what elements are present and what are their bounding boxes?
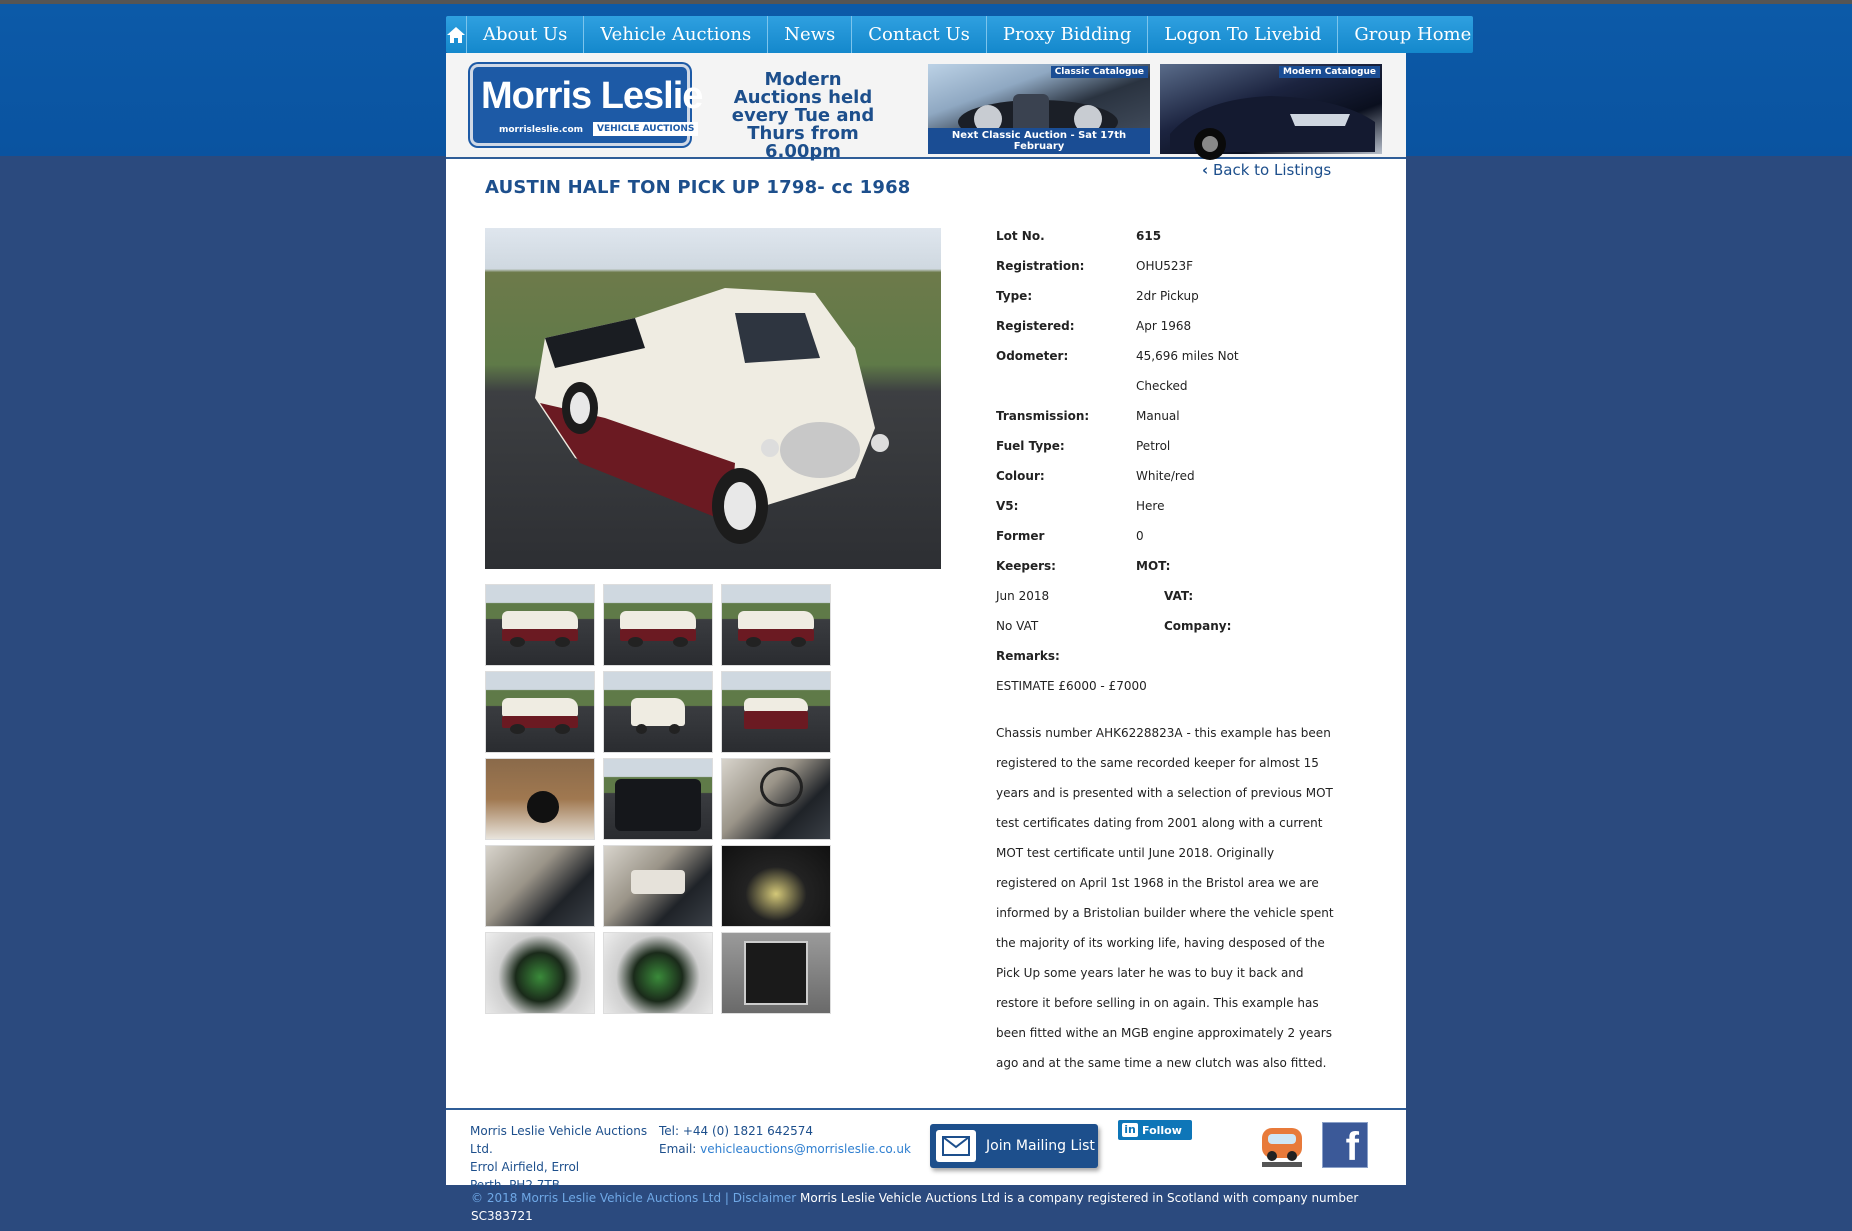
footer-email-label: Email: — [659, 1142, 697, 1156]
footer-contact — [659, 1122, 929, 1158]
remarks-label: Remarks: — [996, 649, 1060, 663]
nav-about-us[interactable]: About Us — [467, 16, 584, 53]
spec-label: Type: — [996, 289, 1033, 303]
spec-value: Checked — [1136, 379, 1188, 393]
spec-row — [996, 401, 1336, 431]
footer-email-link[interactable]: vehicleauctions@morrisleslie.co.uk — [700, 1142, 911, 1156]
spec-value: Here — [1136, 499, 1165, 513]
spec-row — [996, 641, 1336, 671]
spec-row — [996, 251, 1336, 281]
main-nav — [446, 16, 1473, 53]
site-header — [446, 53, 1406, 162]
spec-row — [996, 551, 1336, 581]
join-mailing-list-button[interactable] — [930, 1124, 1098, 1168]
modern-catalogue-label: Modern Catalogue — [1279, 66, 1380, 78]
thumbnail[interactable] — [603, 758, 713, 840]
spec-row — [996, 311, 1336, 341]
spec-label: Registration: — [996, 259, 1085, 273]
nav-contact-us[interactable]: Contact Us — [852, 16, 987, 53]
thumbnail[interactable] — [721, 584, 831, 666]
thumbnail[interactable] — [485, 584, 595, 666]
spec-label: Colour: — [996, 469, 1045, 483]
address-line: Errol Airfield, Errol — [470, 1160, 580, 1174]
page-container — [446, 53, 1406, 1192]
pickup-truck-image — [485, 228, 941, 569]
footer-address — [470, 1122, 660, 1194]
address-line: Morris Leslie Vehicle Auctions Ltd. — [470, 1124, 648, 1156]
legal-footer — [471, 1189, 1371, 1225]
spec-label: Fuel Type: — [996, 439, 1065, 453]
spec-row — [996, 281, 1336, 311]
estimate-text: ESTIMATE £6000 - £7000 — [996, 679, 1147, 693]
vat-label: VAT: — [1164, 589, 1194, 603]
vehicle-remarks: Chassis number AHK6228823A - this example has been registered to the same recorded keeper for almost 15 years and is presented with a selection of previous MOT test certificates dating from 2001 along with a current MOT test certificate until June 2018. Originally registered on April 1st 1968 in the Bristol area we are informed by a Bristolian builder where the vehicle spent the majority of its working life, having desposed of the Pick Up some years later he was to buy it back and restore it before selling in on again. This example has been fitted withe an MGB engine approximately 2 years ago and at the same time a new clutch was also fitted. — [996, 726, 1334, 1070]
chevron-left-icon: ‹ — [1202, 161, 1209, 179]
hpi-driveaway-icon[interactable] — [1258, 1120, 1306, 1168]
logo-tag: VEHICLE AUCTIONS — [593, 122, 698, 136]
vat-value: No VAT — [996, 619, 1039, 633]
site-logo[interactable] — [470, 64, 703, 146]
spec-value: 0 — [1136, 529, 1144, 543]
spec-label: V5: — [996, 499, 1019, 513]
nav-news[interactable]: News — [768, 16, 852, 53]
spec-row — [996, 431, 1336, 461]
thumbnail-gallery — [485, 584, 835, 1014]
vehicle-specs — [996, 221, 1336, 701]
thumbnail[interactable] — [603, 671, 713, 753]
thumbnail[interactable] — [721, 932, 831, 1014]
linkedin-follow-label: Follow — [1142, 1123, 1182, 1137]
home-icon[interactable] — [446, 16, 467, 53]
spec-row — [996, 461, 1336, 491]
envelope-icon — [936, 1130, 976, 1162]
linkedin-follow-button[interactable] — [1118, 1120, 1192, 1140]
classic-catalogue-banner[interactable] — [928, 64, 1150, 154]
spec-label: Lot No. — [996, 229, 1045, 243]
spec-label: Odometer: — [996, 349, 1069, 363]
thumbnail[interactable] — [603, 584, 713, 666]
thumbnail[interactable] — [485, 671, 595, 753]
spec-value: 45,696 miles Not — [1136, 349, 1239, 363]
classic-catalogue-label: Classic Catalogue — [1051, 66, 1148, 78]
vehicle-title: AUSTIN HALF TON PICK UP 1798- cc 1968 — [485, 177, 911, 198]
mot-value: Jun 2018 — [996, 589, 1050, 603]
modern-catalogue-banner[interactable] — [1160, 64, 1382, 154]
thumbnail[interactable] — [721, 758, 831, 840]
logo-url: morrisleslie.com — [499, 125, 584, 135]
site-footer — [446, 1108, 1406, 1192]
company-label: Company: — [1164, 619, 1232, 633]
spec-value: 2dr Pickup — [1136, 289, 1199, 303]
logo-name: Morris Leslie — [481, 75, 703, 117]
mailing-list-label: Join Mailing List — [986, 1138, 1095, 1154]
spec-value: Petrol — [1136, 439, 1171, 453]
spec-value: OHU523F — [1136, 259, 1194, 273]
company-registration: Morris Leslie Vehicle Auctions Ltd is a company registered in Scotland with company number SC383721 — [471, 1191, 1359, 1223]
spec-label: Keepers: — [996, 559, 1056, 573]
copyright-link[interactable]: © 2018 Morris Leslie Vehicle Auctions Ltd | Disclaimer — [471, 1191, 797, 1205]
thumbnail[interactable] — [485, 932, 595, 1014]
spec-value: Manual — [1136, 409, 1180, 423]
spec-row — [996, 671, 1336, 701]
thumbnail[interactable] — [603, 932, 713, 1014]
back-to-listings-label: Back to Listings — [1212, 161, 1332, 179]
linkedin-icon: in — [1122, 1123, 1138, 1137]
back-to-listings-link[interactable] — [1202, 161, 1331, 179]
nav-group-home[interactable]: Group Home — [1354, 24, 1472, 45]
nav-proxy-bidding[interactable]: Proxy Bidding — [987, 16, 1149, 53]
spec-row — [996, 611, 1336, 641]
spec-value: Apr 1968 — [1136, 319, 1192, 333]
spec-row — [996, 581, 1336, 611]
spec-value: White/red — [1136, 469, 1195, 483]
spec-row — [996, 491, 1336, 521]
auction-promo-text: Modern Auctions held every Tue and Thurs from 6.00pm — [731, 69, 875, 162]
address-line: Perth, PH2 7TB — [470, 1178, 560, 1192]
thumbnail[interactable] — [485, 845, 595, 927]
spec-row — [996, 221, 1336, 251]
spec-row — [996, 341, 1336, 371]
nav-vehicle-auctions[interactable]: Vehicle Auctions — [584, 16, 768, 53]
footer-tel: Tel: +44 (0) 1821 642574 — [659, 1124, 813, 1138]
spec-row — [996, 521, 1336, 551]
main-vehicle-photo[interactable] — [485, 228, 941, 569]
spec-label: Former — [996, 529, 1045, 543]
thumbnail[interactable] — [485, 758, 595, 840]
spec-label: Registered: — [996, 319, 1075, 333]
spec-value: MOT: — [1136, 559, 1171, 573]
thumbnail[interactable] — [721, 671, 831, 753]
spec-value: 615 — [1136, 229, 1162, 243]
spec-row — [996, 371, 1336, 401]
spec-label: Transmission: — [996, 409, 1090, 423]
nav-logon-livebid[interactable]: Logon To Livebid — [1148, 16, 1338, 53]
thumbnail[interactable] — [603, 845, 713, 927]
classic-auction-date: Next Classic Auction - Sat 17th February — [928, 128, 1150, 154]
facebook-icon[interactable]: f — [1322, 1122, 1368, 1168]
thumbnail[interactable] — [721, 845, 831, 927]
